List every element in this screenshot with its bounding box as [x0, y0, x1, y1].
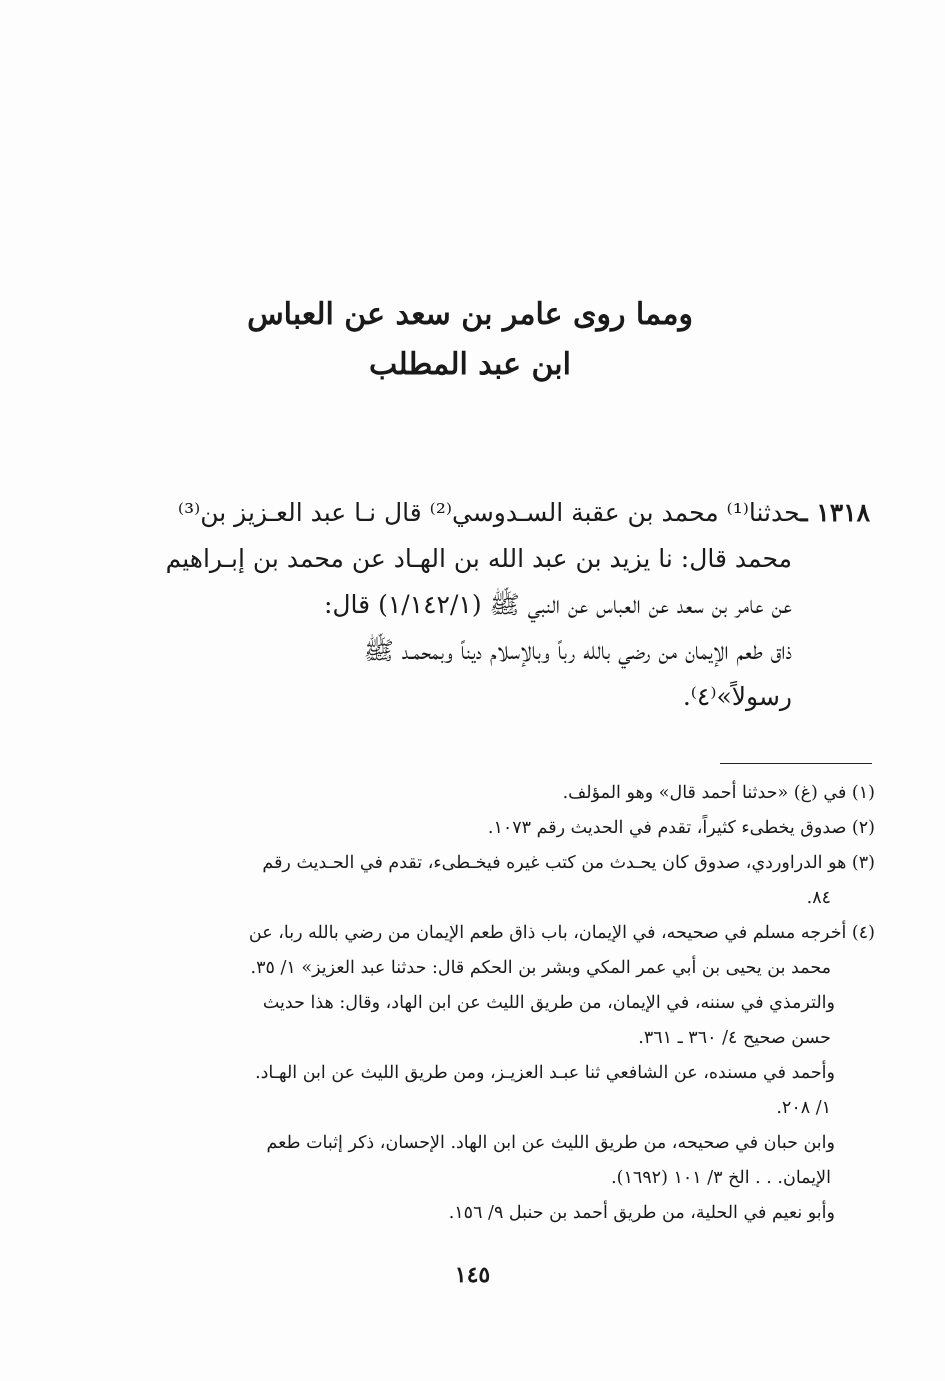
- heading-line-1: ومما روى عامر بن سعد عن العباس: [247, 297, 693, 332]
- footnote-line: (١) في (غ) «حدثنا أحمد قال» وهو المؤلف.: [562, 783, 875, 803]
- hadith-line: [150, 490, 870, 536]
- section-heading: [180, 290, 760, 390]
- footnote-line: وأحمد في مسنده، عن الشافعي ثنا عبـد العزيـز، ومن طريق الليث عن ابن الهـاد.: [255, 1063, 835, 1083]
- footnote-4-tirmidhi: [170, 986, 875, 1056]
- footnote-line: والترمذي في سننه، في الإيمان، من طريق الليث عن ابن الهاد، وقال: هذا حديث: [262, 993, 835, 1013]
- footnote-4-ahmad: [170, 1056, 875, 1126]
- footnote-line: (٤) أخرجه مسلم في صحيحه، في الإيمان، باب ذاق طعم الإيمان من رضي بالله ربا، عن: [248, 923, 875, 943]
- footnote-divider: [720, 763, 872, 764]
- footnote-3: [170, 846, 875, 916]
- heading-line-2: ابن عبد المطلب: [369, 347, 571, 382]
- footnote-1: [170, 776, 875, 811]
- footnote-line: حسن صحيح ٤/ ٣٦٠ ـ ٣٦١.: [638, 1028, 831, 1048]
- footnote-line: (٢) صدوق يخطىء كثيراً، تقدم في الحديث رقم ١٠٧٣.: [487, 818, 875, 838]
- footnote-line: الإيمان. . . الخ ٣/ ١٠١ (١٦٩٢).: [611, 1168, 831, 1188]
- hadith-line: محمد قال: نا يزيد بن عبد الله بن الهـاد عن محمد بن إبـراهيم: [165, 544, 792, 573]
- footnote-4: [170, 916, 875, 986]
- footnote-4-ibn-hibban: [170, 1126, 875, 1196]
- footnote-line: ٨٤.: [806, 888, 831, 908]
- footnote-line: وأبو نعيم في الحلية، من طريق أحمد بن حنبل ٩/ ١٥٦.: [448, 1203, 835, 1223]
- hadith-line: رسولاً»⁽٤⁾.: [682, 682, 792, 711]
- hadith-number: ١٣١٨ ـ: [800, 498, 870, 527]
- hadith-line: ذاق طعم الإيمان من رضي بالله رباً وبالإسلام ديناً وبمحمـد ﷺ: [363, 636, 792, 665]
- footnote-line: محمد بن يحيى بن أبي عمر المكي وبشر بن الحكم قال: حدثنا عبد العزيز» ١/ ٣٥.: [250, 958, 831, 978]
- footnote-line: (٣) هو الدراوردي، صدوق كان يحـدث من كتب غيره فيخـطىء، تقدم في الحـديث رقم: [262, 853, 875, 873]
- footnotes: [170, 776, 875, 1231]
- footnote-2: [170, 811, 875, 846]
- hadith-line: عن عامر بن سعد عن العباس عن النبي ﷺ (١/١٤٢/١) قال:: [323, 590, 792, 619]
- hadith-text: [150, 490, 870, 720]
- footnote-line: ١/ ٢٠٨.: [776, 1098, 831, 1118]
- footnote-4-abu-nuaym: [170, 1196, 875, 1231]
- page-number: ١٤٥: [454, 1262, 491, 1288]
- hadith-line-text: حدثنا⁽¹⁾ محمد بن عقبة السـدوسي⁽²⁾ قال نـا عبد العـزيز بن⁽³⁾: [177, 498, 801, 527]
- footnote-line: وابن حبان في صحيحه، من طريق الليث عن ابن الهاد. الإحسان، ذكر إثبات طعم: [266, 1133, 835, 1153]
